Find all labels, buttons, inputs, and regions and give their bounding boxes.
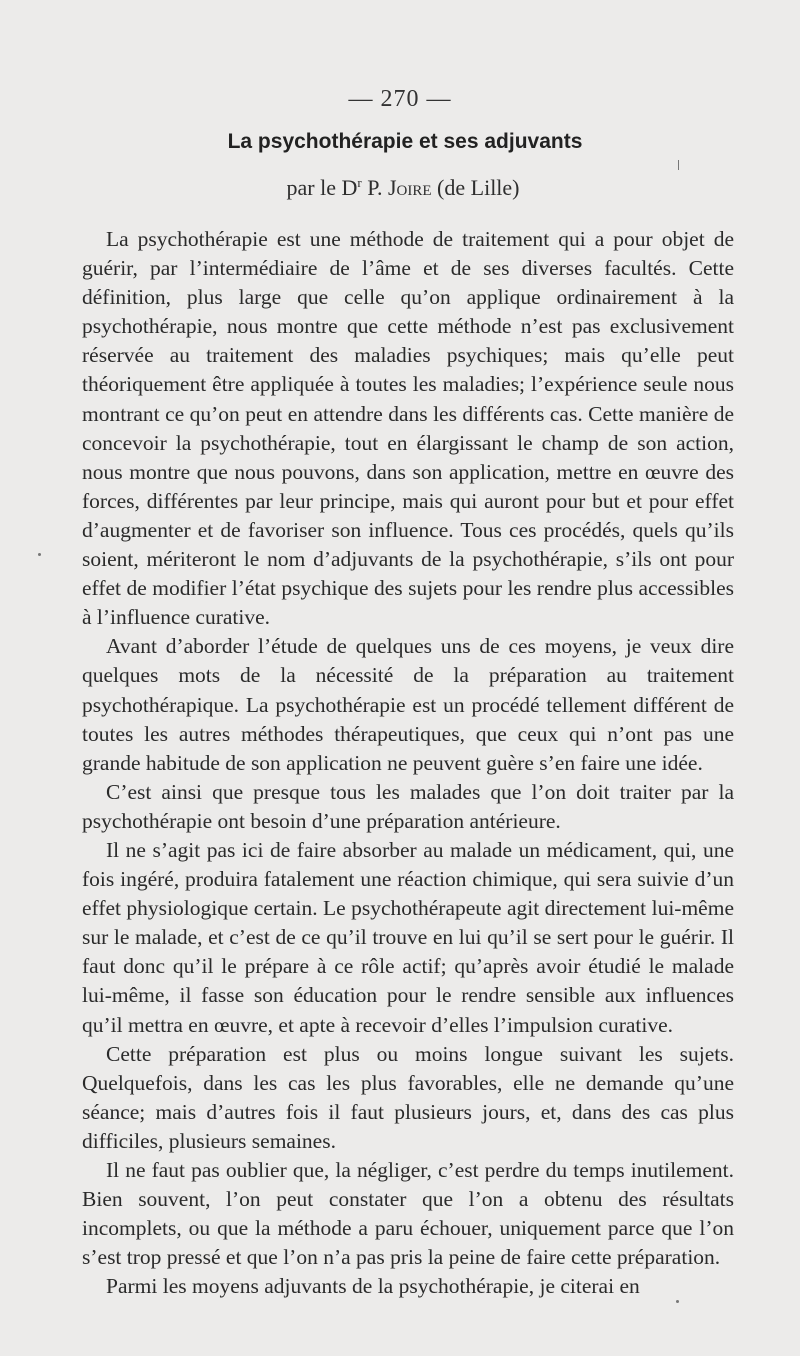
paragraph: La psychothérapie est une méthode de traitement qui a pour objet de guérir, par l’intermédiaire de l’âme et de ses diverses facultés. Cette définition, plus large que celle qu’on applique ordinairement à la psychothérapie, nous montre que cette méthode n’est pas exclusivement réservée au traitement des maladies psychiques; mais qu’elle peut théoriquement être appliquée à toutes les maladies; l’expérience seule nous montrant ce qu’on peut en attendre dans les différents cas. Cette manière de concevoir la psychothérapie, tout en élargissant le champ de son action, nous montre que nous pouvons, dans son application, mettre en œuvre des forces, différentes par leur principe, mais qui auront pour but et pour effet d’augmenter et de favoriser son influence. Tous ces procédés, quels qu’ils soient, mériteront le nom d’adjuvants de la psychothérapie, s’ils ont pour effet de modifier l’état psychique des sujets pour les rendre plus accessibles à l’influence curative.	[82, 227, 734, 630]
paragraph: Cette préparation est plus ou moins longue suivant les sujets. Quelquefois, dans les cas les plus favorables, elle ne demande qu’une séance; mais d’autres fois il faut plusieurs jours, et, dans des cas plus difficiles, plusieurs semaines.	[82, 1041, 734, 1153]
byline	[0, 175, 800, 201]
byline-affiliation: (de Lille)	[431, 175, 520, 200]
paragraph: Il ne faut pas oublier que, la négliger, c’est perdre du temps inutilement. Bien souvent, l’on peut constater que l’on a obtenu des résultats incomplets, ou que la méthode a paru échouer, uniquement parce que l’on s’est trop pressé et que l’on n’a pas pris la peine de faire cette préparation.	[82, 1158, 734, 1270]
paper-speck	[676, 1300, 679, 1303]
paper-speck	[678, 160, 679, 170]
article-title: La psychothérapie et ses adjuvants	[227, 130, 583, 153]
author-surname: Joire	[387, 175, 432, 200]
byline-superscript: r	[357, 175, 362, 190]
paper-speck	[38, 553, 41, 556]
paragraph: Il ne s’agit pas ici de faire absorber au malade un médicament, qui, une fois ingéré, produira fatalement une réaction chimique, qui sera suivie d’un effet physiologique certain. Le psychothérapeute agit directement lui-même sur le malade, et c’est de ce qu’il trouve en lui qu’il se sert pour le guérir. Il faut donc qu’il le prépare à ce rôle actif; qu’après avoir étudié le malade lui-même, il fasse son éducation pour le rendre sensible aux influences qu’il mettra en œuvre, et apte à recevoir d’elles l’impulsion curative.	[82, 837, 734, 1037]
paragraph: C’est ainsi que presque tous les malades que l’on doit traiter par la psychothérapie ont besoin d’une préparation antérieure.	[82, 779, 734, 833]
paragraph: Avant d’aborder l’étude de quelques uns de ces moyens, je veux dire quelques mots de la nécessité de la préparation au traitement psychothérapique. La psychothérapie est un procédé tellement différent de toutes les autres méthodes thérapeutiques, que ceux qui n’ont pas une grande habitude de son application ne peuvent guère s’en faire une idée.	[82, 634, 734, 775]
page-number: — 270 —	[348, 86, 452, 112]
byline-initial: P.	[361, 175, 388, 200]
paragraph: Parmi les moyens adjuvants de la psychothérapie, je citerai en	[106, 1274, 640, 1299]
byline-prefix: par le D	[286, 175, 358, 200]
article-body	[82, 225, 734, 1301]
